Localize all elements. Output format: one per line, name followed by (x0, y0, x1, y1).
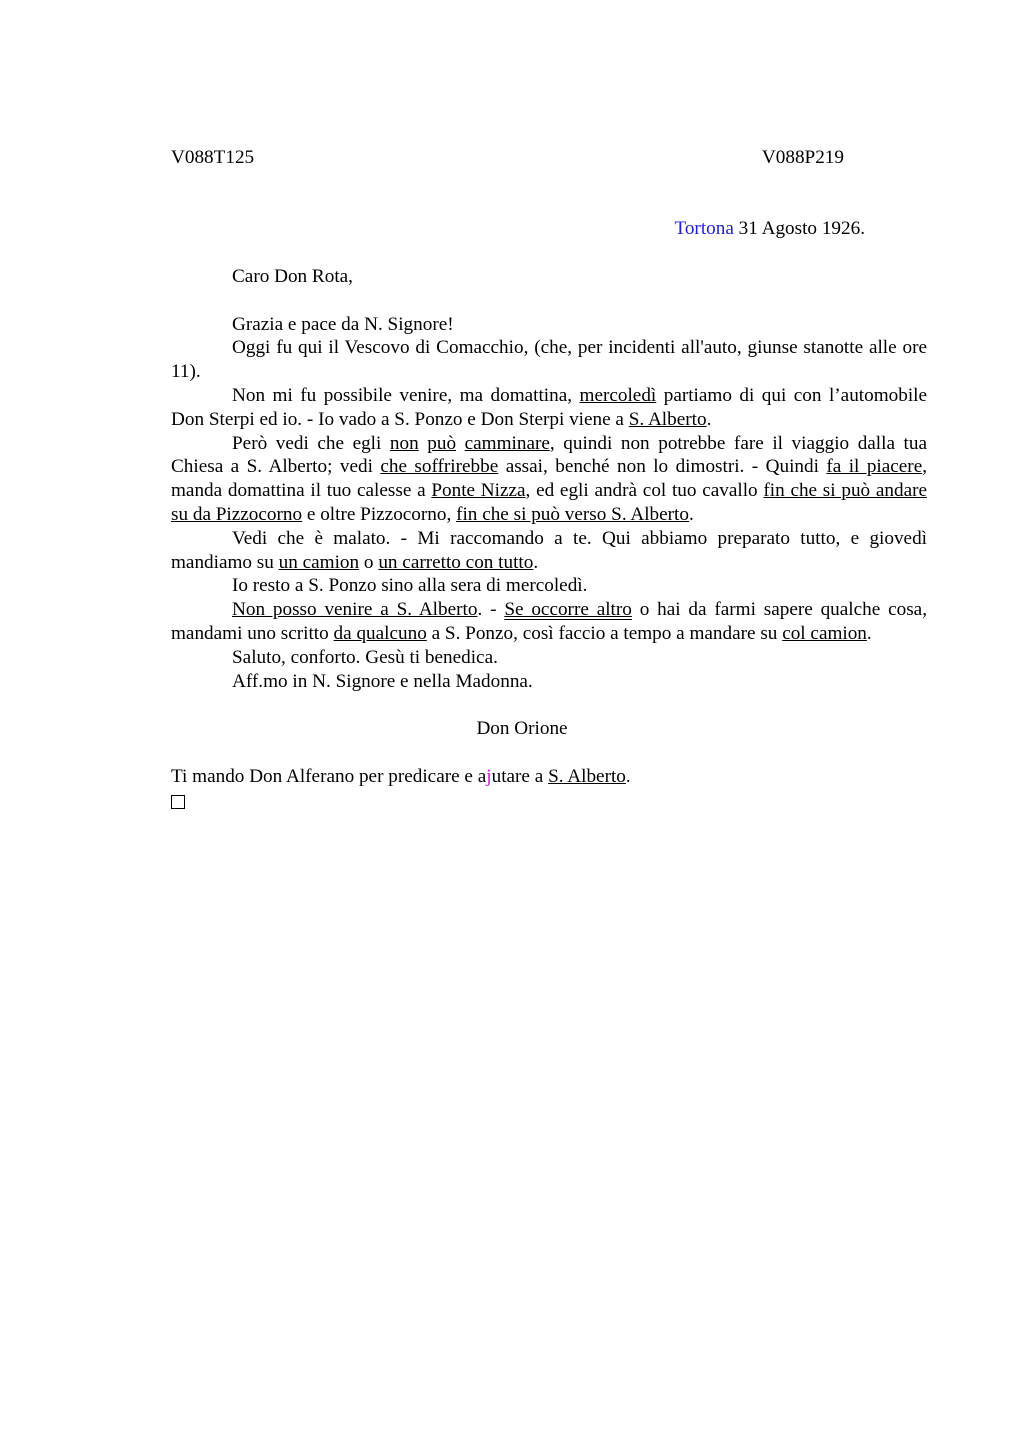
paragraph-7: Saluto, conforto. Gesù ti benedica. (232, 646, 498, 668)
dateline (674, 217, 865, 241)
underlined-text: col camion (782, 622, 867, 644)
end-marker-box (171, 789, 927, 816)
archive-code-left: V088T125 (171, 147, 255, 168)
paragraph-3: Però vedi che egli non può camminare, quindi non potrebbe fare il viaggio dalla tua Chiesa a S. Alberto; vedi che soffrirebbe assai, benché non lo dimostri. - Quindi fa il piacere, manda domattina il tuo calesse a Ponte Nizza, ed egli andrà col tuo cavallo fin che si può andare su da Pizzocorno e oltre Pizzocorno, fin che si può verso S. Alberto. (171, 432, 928, 525)
highlighted-letter: j (486, 765, 492, 787)
checkbox-square-icon (171, 795, 185, 809)
underlined-text: può (427, 432, 457, 454)
underlined-text: fin che si può verso S. Alberto (456, 503, 689, 525)
paragraph-6: Non posso venire a S. Alberto. - Se occorre altro o hai da farmi sapere qualche cosa, mandami uno scritto da qualcuno a S. Ponzo, così faccio a tempo a mandare su col camion. (171, 599, 927, 644)
underlined-text: fin che si può andare su da Pizzocorno (171, 480, 927, 525)
closing: Aff.mo in N. Signore e nella Madonna. (232, 670, 533, 692)
underlined-text: un camion (278, 551, 360, 573)
archive-code-right: V088P219 (761, 147, 844, 168)
underlined-text: S. Alberto (628, 408, 707, 430)
salutation: Caro Don Rota, (232, 266, 353, 287)
document-header (171, 146, 844, 172)
underlined-text: non (389, 432, 419, 454)
paragraph-5: Io resto a S. Ponzo sino alla sera di mercoledì. (232, 575, 588, 597)
underlined-text: un carretto con tutto (378, 551, 534, 573)
underlined-text: Ponte Nizza (431, 480, 526, 502)
greeting: Grazia e pace da N. Signore! (232, 313, 454, 335)
dateline-city: Tortona (674, 218, 734, 239)
signature: Don Orione (476, 718, 568, 740)
paragraph-4: Vedi che è malato. - Mi raccomando a te. Qui abbiamo preparato tutto, e giovedì mandiamo su un camion o un carretto con tutto. (171, 527, 927, 573)
underlined-text: fa il piacere (826, 456, 923, 478)
paragraph-2: Non mi fu possibile venire, ma domattina, mercoledì partiamo di qui con l’automobile Don Sterpi ed io. - Io vado a S. Ponzo e Don Sterpi viene a S. Alberto. (171, 384, 928, 430)
postscript: Ti mando Don Alferano per predicare e ajutare a S. Alberto. (171, 765, 631, 787)
underlined-text: da qualcuno (333, 622, 427, 644)
dateline-date: 31 Agosto 1926. (733, 218, 865, 239)
underlined-text: camminare (464, 432, 550, 454)
double-underlined-text: Se occorre altro (504, 599, 632, 621)
underlined-text: mercoledì (579, 384, 657, 406)
underlined-text: Non posso venire a S. Alberto (232, 599, 478, 621)
paragraph-1: Oggi fu qui il Vescovo di Comacchio, (che, per incidenti all'auto, giunse stanotte alle ore 11). (171, 337, 927, 383)
letter-body (171, 265, 927, 815)
underlined-text: che soffrirebbe (380, 456, 499, 478)
underlined-text: S. Alberto (548, 765, 626, 787)
